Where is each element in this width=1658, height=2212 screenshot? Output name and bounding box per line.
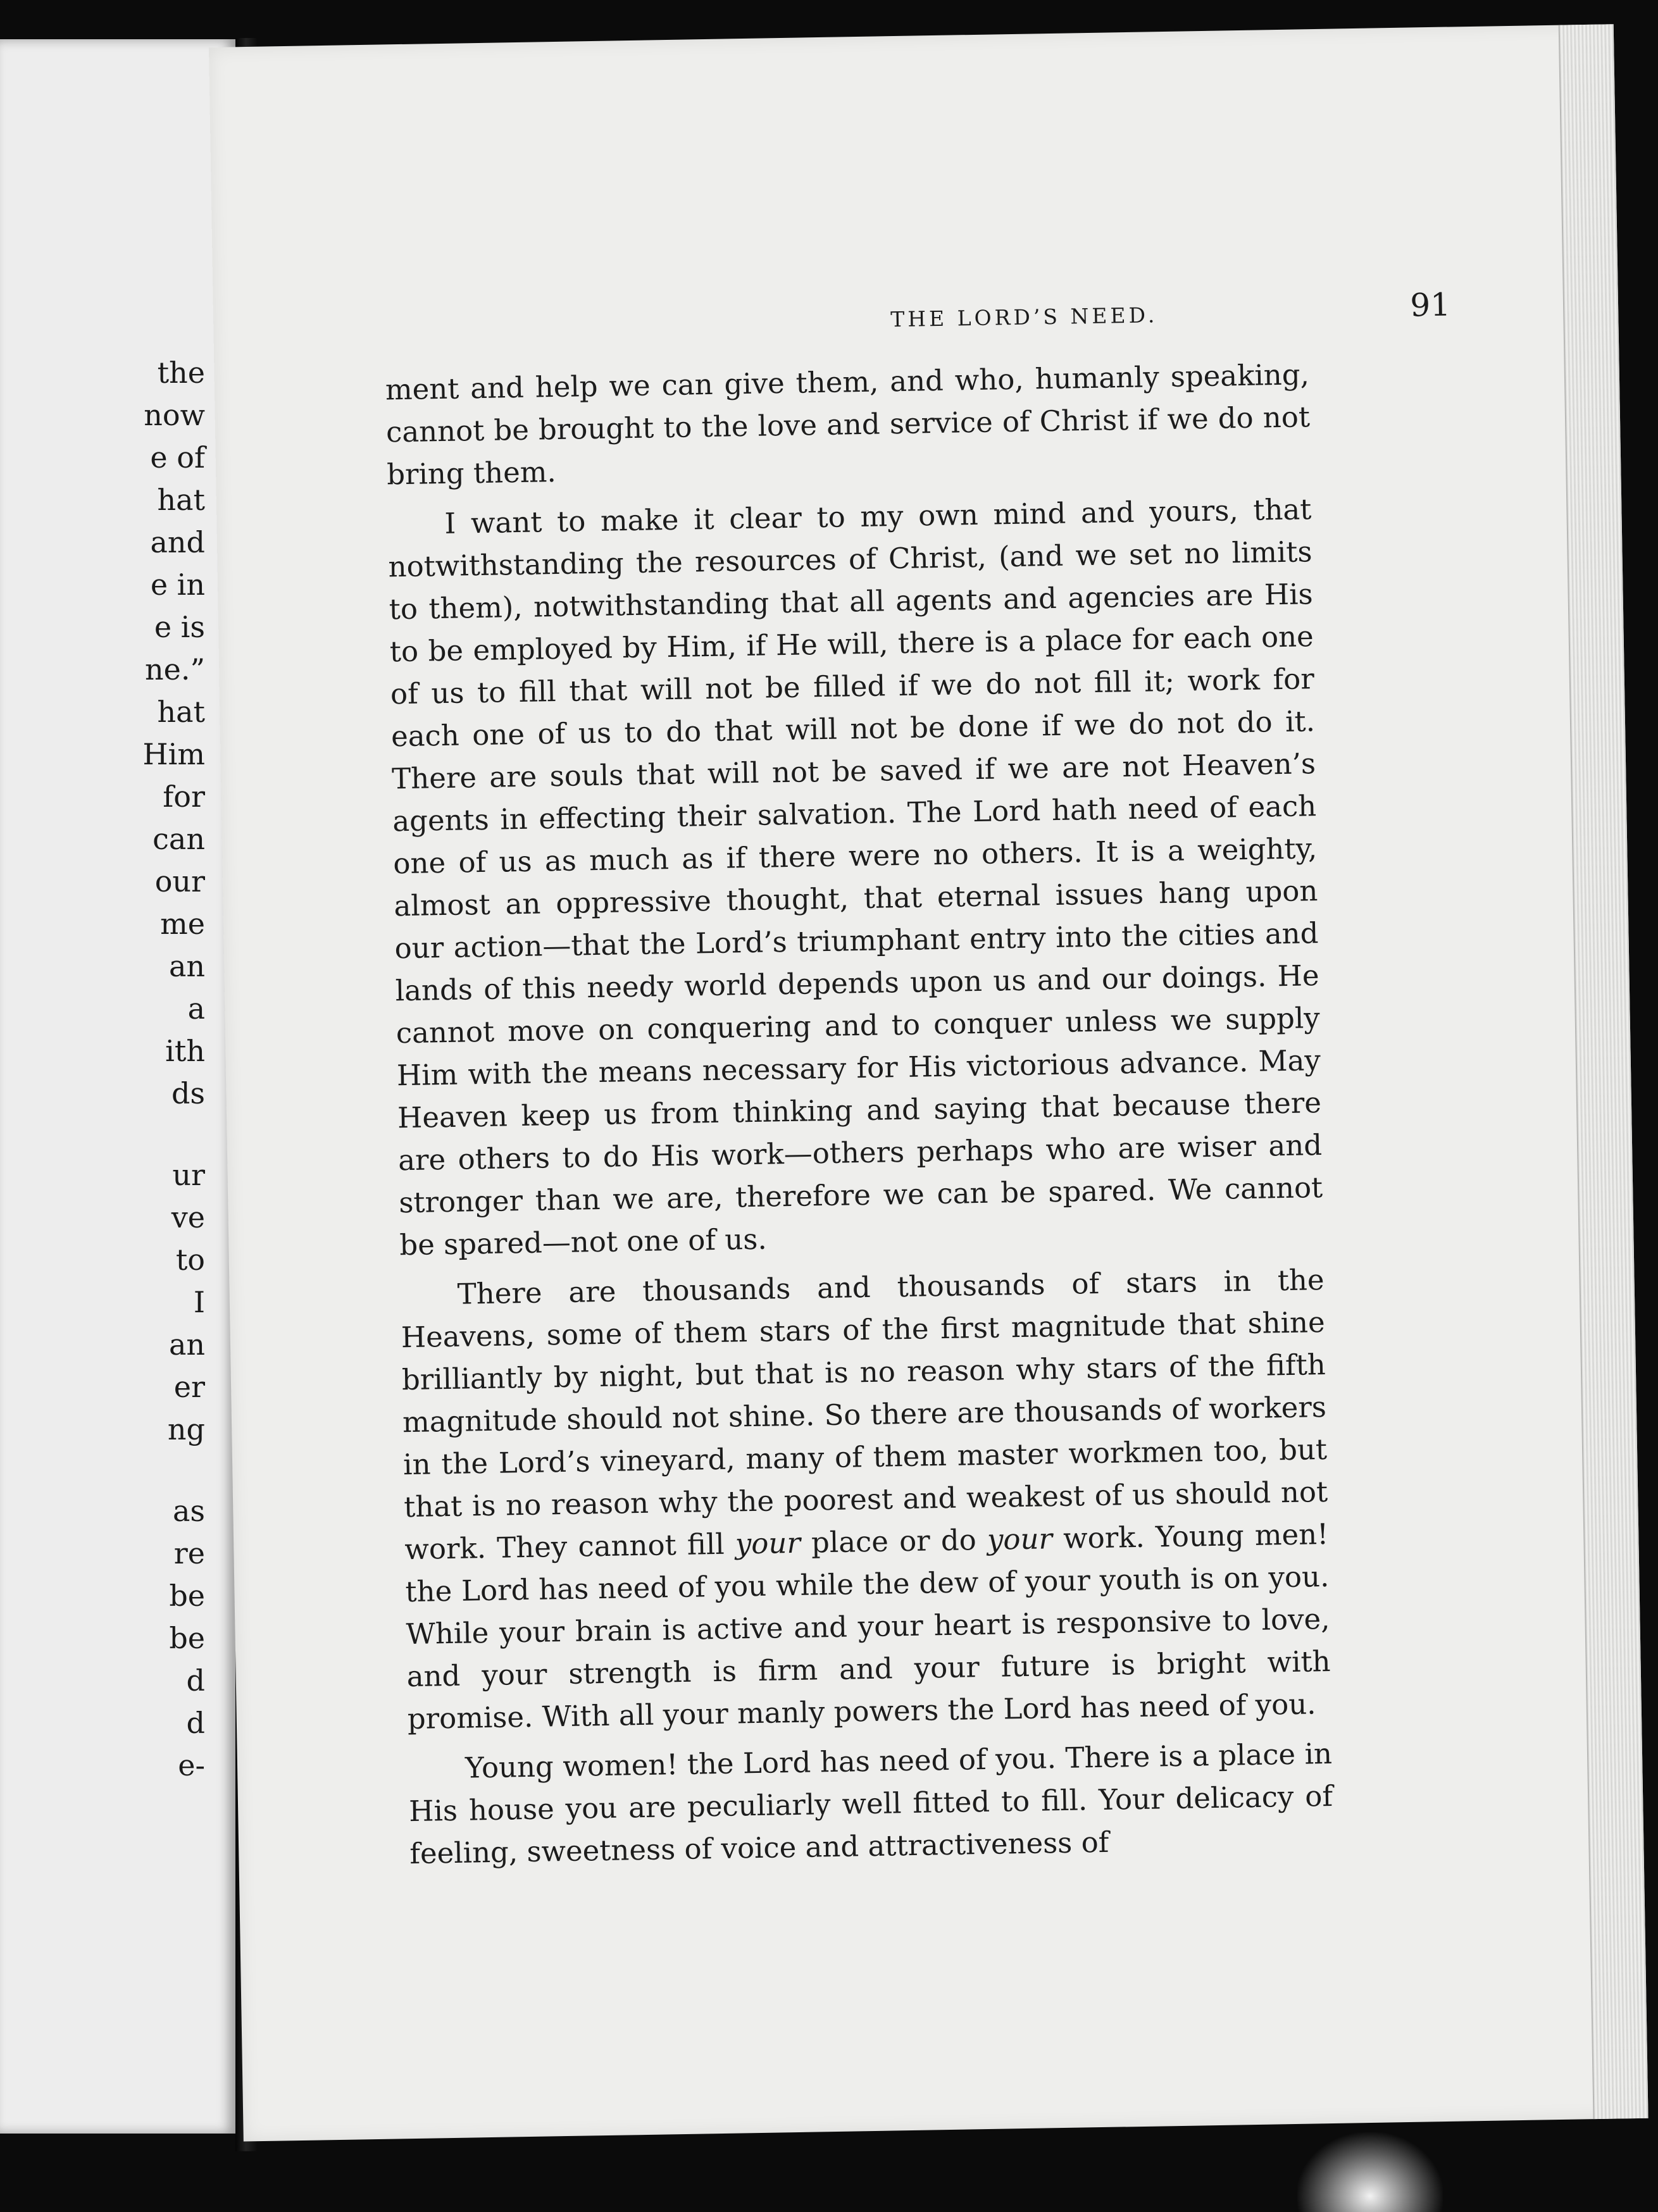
left-page-fragment: re: [173, 1536, 205, 1570]
left-page-fragment: our: [154, 864, 205, 898]
left-page-fragment: e-: [178, 1748, 205, 1782]
paragraph-text: There are thousands and thousands of stars in the Heavens, some of them stars of the first magnitude that shine brilliantly by night, but that is no reason why stars of the fifth magnitude should not shine. So there are thousands of workers in the Lord’s vineyard, many of them master workmen too, but that is no reason why the poorest and weakest of us should not work. They cannot fill: [401, 1263, 1328, 1567]
left-page-fragment: ith: [165, 1034, 205, 1068]
light-flare: [1297, 2132, 1443, 2212]
left-page-fragment: ve: [171, 1200, 205, 1234]
left-page-fragment: as: [172, 1494, 205, 1528]
body-text: [385, 353, 1333, 1882]
left-page-fragment: e of: [150, 440, 205, 475]
left-page-fragment: er: [173, 1370, 205, 1404]
emphasis: your: [987, 1522, 1053, 1556]
paragraph: I want to make it clear to my own mind and yours, that notwithstanding the resources of Christ, (and we set no limits to them), notwithstanding that all agents and agencies are His to be employed by Him, if He will, there is a place for each one of us to fill that will not be filled if we do not fill it; work for each one of us to do that will not be done if we do not do it. There are souls that will not be saved if we are not Heaven’s agents in effecting their salvation. The Lord hath need of each one of us as much as if there were no others. It is a weighty, almost an oppressive thought, that eternal issues hang upon our action—that the Lord’s triumphant entry into the cities and lands of this needy world depends upon us and our doings. He cannot move on conquering and to conquer unless we supply Him with the means necessary for His victorious advance. May Heaven keep us from thinking and saying that because there are others to do His work—others perhaps who are wiser and stronger than we are, therefore we can be spared. We cannot be spared—not one of us.: [388, 492, 1323, 1262]
left-facing-page: [0, 39, 235, 2134]
emphasis: your: [735, 1525, 801, 1561]
left-page-fragment: the: [157, 356, 205, 390]
left-page-fragment: can: [153, 822, 205, 856]
left-page-fragment: ne.”: [145, 652, 205, 687]
left-page-fragment: be: [169, 1579, 205, 1613]
page-number: 91: [1409, 286, 1451, 324]
paragraph-continued: ment and help we can give them, and who, humanly speaking, cannot be brought to the love and service of Christ if we do not bring them.: [385, 357, 1311, 492]
left-page-fragment: for: [163, 780, 205, 814]
paragraph: Young women! the Lord has need of you. There is a place in His house you are peculiarly well fitted to fill. Your delicacy of feeling, sweetness of voice and attractiveness of: [408, 1736, 1333, 1871]
paragraph-text: place or do: [800, 1522, 988, 1560]
running-head: [384, 285, 1555, 349]
running-title: THE LORD’S NEED.: [890, 302, 1158, 332]
left-page-fragment: now: [144, 398, 205, 432]
left-page-fragment: d: [186, 1663, 205, 1698]
left-page-fragment: e is: [154, 610, 205, 644]
left-page-fragment: ng: [167, 1412, 205, 1446]
left-page-fragment: me: [160, 907, 205, 941]
left-page-fragment: to: [175, 1243, 205, 1277]
left-page-fragment: an: [168, 949, 205, 983]
left-page-fragment: an: [168, 1327, 205, 1362]
left-page-fragment: ds: [171, 1076, 205, 1110]
left-page-fragment: hat: [157, 695, 205, 729]
left-page-fragment: be: [169, 1621, 205, 1655]
paragraph-text: work. Young men! the Lord has need of you while the dew of your youth is on you. While your brain is active and your heart is responsive to love, and your strength is firm and your future is bright with promise. With all your manly powers the Lord has need of you.: [405, 1517, 1331, 1736]
left-page-fragment: e in: [150, 568, 205, 602]
page-edges: [1559, 24, 1649, 2119]
left-page-fragment: Him: [142, 737, 205, 771]
left-page-fragment: and: [150, 525, 205, 559]
left-page-fragment: ur: [172, 1158, 205, 1192]
left-page-fragment: d: [186, 1706, 205, 1740]
paragraph: [400, 1258, 1331, 1740]
left-page-fragment: hat: [157, 483, 205, 517]
left-page-fragment: I: [193, 1285, 205, 1319]
left-page-fragment: a: [187, 991, 205, 1026]
right-page: [209, 24, 1649, 2141]
